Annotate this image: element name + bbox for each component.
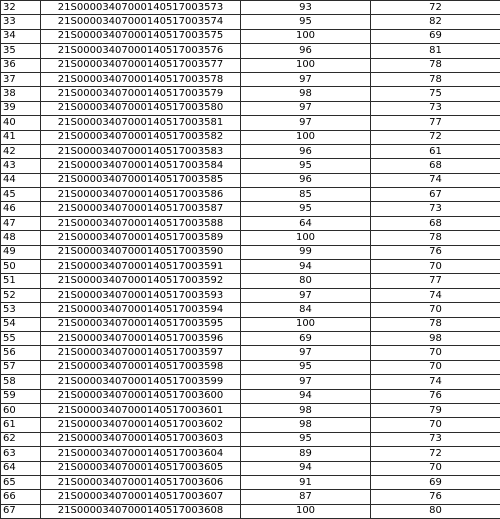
score-2-cell: 70 [371, 360, 500, 374]
table-row [1, 130, 500, 144]
row-number-cell: 53 [1, 303, 41, 317]
score-2-cell: 75 [371, 87, 500, 101]
candidate-id-cell: 21S00003407000140517003577 [41, 58, 241, 72]
score-1-cell: 96 [241, 173, 371, 187]
candidate-id-cell: 21S00003407000140517003601 [41, 403, 241, 417]
table-row [1, 346, 500, 360]
score-2-cell: 67 [371, 188, 500, 202]
candidate-id-cell: 21S00003407000140517003587 [41, 202, 241, 216]
row-number-cell: 59 [1, 389, 41, 403]
candidate-id-cell: 21S00003407000140517003588 [41, 216, 241, 230]
row-number-cell: 48 [1, 231, 41, 245]
candidate-id-cell: 21S00003407000140517003578 [41, 72, 241, 86]
score-1-cell: 91 [241, 475, 371, 489]
score-2-cell: 68 [371, 216, 500, 230]
row-number-cell: 33 [1, 15, 41, 29]
score-1-cell: 95 [241, 159, 371, 173]
row-number-cell: 49 [1, 245, 41, 259]
score-1-cell: 97 [241, 375, 371, 389]
row-number-cell: 39 [1, 101, 41, 115]
row-number-cell: 38 [1, 87, 41, 101]
score-2-cell: 61 [371, 144, 500, 158]
table-row [1, 447, 500, 461]
row-number-cell: 43 [1, 159, 41, 173]
score-1-cell: 96 [241, 44, 371, 58]
row-number-cell: 57 [1, 360, 41, 374]
table-row [1, 403, 500, 417]
score-2-cell: 70 [371, 418, 500, 432]
score-1-cell: 95 [241, 432, 371, 446]
candidate-id-cell: 21S00003407000140517003603 [41, 432, 241, 446]
score-1-cell: 100 [241, 58, 371, 72]
score-2-cell: 78 [371, 58, 500, 72]
table-row [1, 101, 500, 115]
table-row [1, 1, 500, 15]
candidate-id-cell: 21S00003407000140517003573 [41, 1, 241, 15]
table-row [1, 475, 500, 489]
score-2-cell: 70 [371, 260, 500, 274]
table-row [1, 461, 500, 475]
score-1-cell: 100 [241, 130, 371, 144]
score-2-cell: 79 [371, 403, 500, 417]
row-number-cell: 65 [1, 475, 41, 489]
score-1-cell: 94 [241, 389, 371, 403]
row-number-cell: 32 [1, 1, 41, 15]
candidate-id-cell: 21S00003407000140517003595 [41, 317, 241, 331]
candidate-id-cell: 21S00003407000140517003586 [41, 188, 241, 202]
score-1-cell: 100 [241, 317, 371, 331]
score-1-cell: 97 [241, 288, 371, 302]
table-row [1, 58, 500, 72]
table-row [1, 116, 500, 130]
row-number-cell: 56 [1, 346, 41, 360]
candidate-id-cell: 21S00003407000140517003589 [41, 231, 241, 245]
score-1-cell: 100 [241, 29, 371, 43]
score-2-cell: 76 [371, 490, 500, 504]
row-number-cell: 47 [1, 216, 41, 230]
row-number-cell: 66 [1, 490, 41, 504]
score-1-cell: 95 [241, 202, 371, 216]
score-2-cell: 74 [371, 375, 500, 389]
score-1-cell: 97 [241, 72, 371, 86]
candidate-id-cell: 21S00003407000140517003581 [41, 116, 241, 130]
table-row [1, 29, 500, 43]
candidate-id-cell: 21S00003407000140517003599 [41, 375, 241, 389]
score-2-cell: 69 [371, 475, 500, 489]
candidate-id-cell: 21S00003407000140517003582 [41, 130, 241, 144]
candidate-id-cell: 21S00003407000140517003605 [41, 461, 241, 475]
table-row [1, 173, 500, 187]
candidate-id-cell: 21S00003407000140517003594 [41, 303, 241, 317]
candidate-id-cell: 21S00003407000140517003576 [41, 44, 241, 58]
score-2-cell: 82 [371, 15, 500, 29]
score-1-cell: 100 [241, 231, 371, 245]
candidate-id-cell: 21S00003407000140517003606 [41, 475, 241, 489]
score-1-cell: 94 [241, 260, 371, 274]
score-2-cell: 74 [371, 173, 500, 187]
table-row [1, 360, 500, 374]
candidate-id-cell: 21S00003407000140517003598 [41, 360, 241, 374]
table-row [1, 188, 500, 202]
score-1-cell: 97 [241, 101, 371, 115]
table-row [1, 389, 500, 403]
table-row [1, 44, 500, 58]
score-1-cell: 96 [241, 144, 371, 158]
row-number-cell: 63 [1, 447, 41, 461]
score-2-cell: 98 [371, 331, 500, 345]
candidate-id-cell: 21S00003407000140517003580 [41, 101, 241, 115]
table-row [1, 490, 500, 504]
score-2-cell: 70 [371, 461, 500, 475]
score-1-cell: 87 [241, 490, 371, 504]
table-row [1, 303, 500, 317]
candidate-id-cell: 21S00003407000140517003592 [41, 274, 241, 288]
score-2-cell: 74 [371, 288, 500, 302]
candidate-id-cell: 21S00003407000140517003607 [41, 490, 241, 504]
table-row [1, 331, 500, 345]
score-1-cell: 97 [241, 116, 371, 130]
table-row [1, 87, 500, 101]
candidate-id-cell: 21S00003407000140517003604 [41, 447, 241, 461]
score-2-cell: 78 [371, 72, 500, 86]
score-2-cell: 77 [371, 116, 500, 130]
score-1-cell: 94 [241, 461, 371, 475]
score-2-cell: 70 [371, 346, 500, 360]
row-number-cell: 42 [1, 144, 41, 158]
candidate-id-cell: 21S00003407000140517003596 [41, 331, 241, 345]
table-row [1, 260, 500, 274]
score-2-cell: 76 [371, 245, 500, 259]
table-row [1, 231, 500, 245]
score-1-cell: 98 [241, 87, 371, 101]
row-number-cell: 35 [1, 44, 41, 58]
candidate-id-cell: 21S00003407000140517003579 [41, 87, 241, 101]
row-number-cell: 51 [1, 274, 41, 288]
score-1-cell: 98 [241, 403, 371, 417]
score-2-cell: 73 [371, 101, 500, 115]
table-row [1, 288, 500, 302]
table-row [1, 159, 500, 173]
score-2-cell: 77 [371, 274, 500, 288]
row-number-cell: 64 [1, 461, 41, 475]
table-row [1, 144, 500, 158]
row-number-cell: 34 [1, 29, 41, 43]
row-number-cell: 50 [1, 260, 41, 274]
row-number-cell: 60 [1, 403, 41, 417]
row-number-cell: 52 [1, 288, 41, 302]
score-2-cell: 78 [371, 231, 500, 245]
table-row [1, 202, 500, 216]
candidate-id-cell: 21S00003407000140517003608 [41, 504, 241, 518]
row-number-cell: 62 [1, 432, 41, 446]
row-number-cell: 58 [1, 375, 41, 389]
table-row [1, 274, 500, 288]
row-number-cell: 41 [1, 130, 41, 144]
row-number-cell: 55 [1, 331, 41, 345]
row-number-cell: 61 [1, 418, 41, 432]
candidate-id-cell: 21S00003407000140517003597 [41, 346, 241, 360]
score-1-cell: 95 [241, 360, 371, 374]
row-number-cell: 45 [1, 188, 41, 202]
table-row [1, 432, 500, 446]
score-1-cell: 93 [241, 1, 371, 15]
row-number-cell: 40 [1, 116, 41, 130]
row-number-cell: 44 [1, 173, 41, 187]
score-2-cell: 68 [371, 159, 500, 173]
score-1-cell: 100 [241, 504, 371, 518]
candidate-id-cell: 21S00003407000140517003583 [41, 144, 241, 158]
row-number-cell: 54 [1, 317, 41, 331]
row-number-cell: 36 [1, 58, 41, 72]
score-2-cell: 80 [371, 504, 500, 518]
table-row [1, 216, 500, 230]
table-row [1, 504, 500, 518]
score-2-cell: 76 [371, 389, 500, 403]
candidate-id-cell: 21S00003407000140517003591 [41, 260, 241, 274]
score-2-cell: 78 [371, 317, 500, 331]
table-row [1, 15, 500, 29]
row-number-cell: 37 [1, 72, 41, 86]
score-1-cell: 85 [241, 188, 371, 202]
score-2-cell: 73 [371, 432, 500, 446]
score-1-cell: 69 [241, 331, 371, 345]
score-1-cell: 64 [241, 216, 371, 230]
score-2-cell: 69 [371, 29, 500, 43]
table-row [1, 418, 500, 432]
score-table-body [1, 1, 500, 519]
candidate-id-cell: 21S00003407000140517003574 [41, 15, 241, 29]
score-1-cell: 99 [241, 245, 371, 259]
score-2-cell: 81 [371, 44, 500, 58]
table-row [1, 317, 500, 331]
candidate-id-cell: 21S00003407000140517003602 [41, 418, 241, 432]
score-2-cell: 72 [371, 1, 500, 15]
score-1-cell: 84 [241, 303, 371, 317]
score-1-cell: 95 [241, 15, 371, 29]
score-2-cell: 72 [371, 130, 500, 144]
candidate-id-cell: 21S00003407000140517003593 [41, 288, 241, 302]
candidate-id-cell: 21S00003407000140517003590 [41, 245, 241, 259]
candidate-id-cell: 21S00003407000140517003575 [41, 29, 241, 43]
table-row [1, 375, 500, 389]
table-row [1, 245, 500, 259]
row-number-cell: 46 [1, 202, 41, 216]
score-2-cell: 70 [371, 303, 500, 317]
score-2-cell: 73 [371, 202, 500, 216]
score-1-cell: 97 [241, 346, 371, 360]
candidate-id-cell: 21S00003407000140517003584 [41, 159, 241, 173]
candidate-id-cell: 21S00003407000140517003585 [41, 173, 241, 187]
table-row [1, 72, 500, 86]
row-number-cell: 67 [1, 504, 41, 518]
score-1-cell: 89 [241, 447, 371, 461]
score-1-cell: 98 [241, 418, 371, 432]
candidate-id-cell: 21S00003407000140517003600 [41, 389, 241, 403]
score-2-cell: 72 [371, 447, 500, 461]
score-1-cell: 80 [241, 274, 371, 288]
